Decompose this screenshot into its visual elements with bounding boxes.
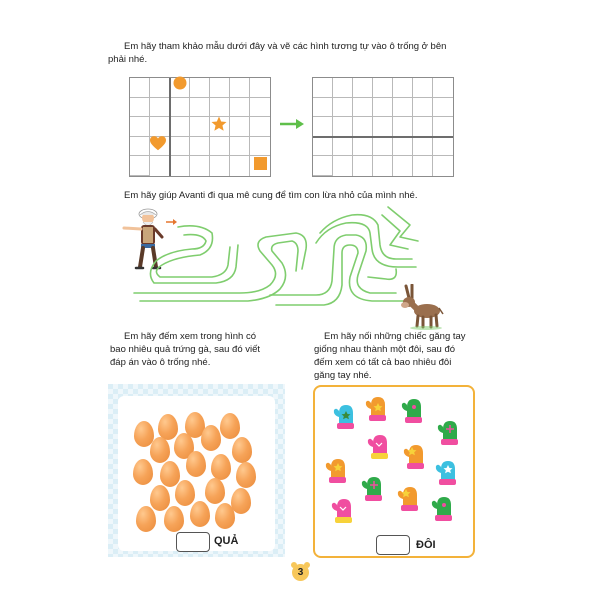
- arrow-right-icon: [279, 118, 305, 130]
- egg: [220, 413, 240, 439]
- egg: [186, 451, 206, 477]
- mitten: [334, 405, 354, 429]
- mitten: [368, 435, 388, 459]
- egg: [136, 506, 156, 532]
- page-number: 3: [292, 564, 309, 581]
- task4-instruction-line3: đếm xem có tất cả bao nhiêu đôi: [314, 357, 452, 368]
- egg-unit-label: QUẢ: [214, 535, 239, 547]
- mitten: [436, 461, 456, 485]
- task4-instruction-line1: Em hãy nối những chiếc găng tay: [324, 331, 466, 342]
- task3-instruction-line3: đáp án vào ô trống nhé.: [110, 357, 211, 368]
- egg: [190, 501, 210, 527]
- task2-instruction: Em hãy giúp Avanti đi qua mê cung để tìm con lừa nhỏ của mình nhé.: [124, 190, 418, 201]
- donkey-character: [398, 284, 444, 330]
- mitten: [362, 477, 382, 501]
- egg: [133, 459, 153, 485]
- mitten: [432, 497, 452, 521]
- egg: [164, 506, 184, 532]
- task3-instruction: [110, 330, 300, 369]
- mitten: [326, 459, 346, 483]
- task3-instruction-line2: bao nhiêu quả trứng gà, sau đó viết: [110, 344, 261, 355]
- egg: [236, 462, 256, 488]
- egg: [160, 461, 180, 487]
- egg: [211, 454, 231, 480]
- circle-icon: [172, 75, 188, 91]
- task4-instruction-line4: găng tay nhé.: [314, 370, 372, 381]
- mitten: [404, 445, 424, 469]
- heart-icon: [149, 135, 167, 151]
- mitten-group: [313, 385, 475, 535]
- egg: [201, 425, 221, 451]
- task1-instruction: [108, 40, 484, 66]
- star-icon: [210, 115, 228, 133]
- egg: [175, 480, 195, 506]
- task1-instruction-line1: Em hãy tham khảo mẫu dưới đây và vẽ các hình tương tự vào ô trống ở bên: [124, 41, 447, 52]
- egg: [231, 488, 251, 514]
- mitten: [438, 421, 458, 445]
- mitten: [366, 397, 386, 421]
- mitten: [332, 499, 352, 523]
- egg-count-input[interactable]: [176, 532, 210, 552]
- egg: [150, 485, 170, 511]
- mitten-pairs-input[interactable]: [376, 535, 410, 555]
- task4-instruction-line2: giống nhau thành một đôi, sau đó: [314, 344, 456, 355]
- egg: [150, 437, 170, 463]
- task4-instruction: [314, 330, 484, 382]
- task3-instruction-line1: Em hãy đếm xem trong hình có: [124, 331, 257, 342]
- sample-grid: [129, 77, 271, 177]
- egg: [215, 503, 235, 529]
- square-icon: [254, 157, 267, 170]
- maze[interactable]: [120, 205, 420, 313]
- mitten: [402, 399, 422, 423]
- egg: [232, 437, 252, 463]
- task1-instruction-line2: phải nhé.: [108, 54, 148, 65]
- answer-grid[interactable]: [312, 77, 454, 177]
- mitten: [398, 487, 418, 511]
- mitten-unit-label: ĐÔI: [416, 539, 436, 551]
- egg: [205, 478, 225, 504]
